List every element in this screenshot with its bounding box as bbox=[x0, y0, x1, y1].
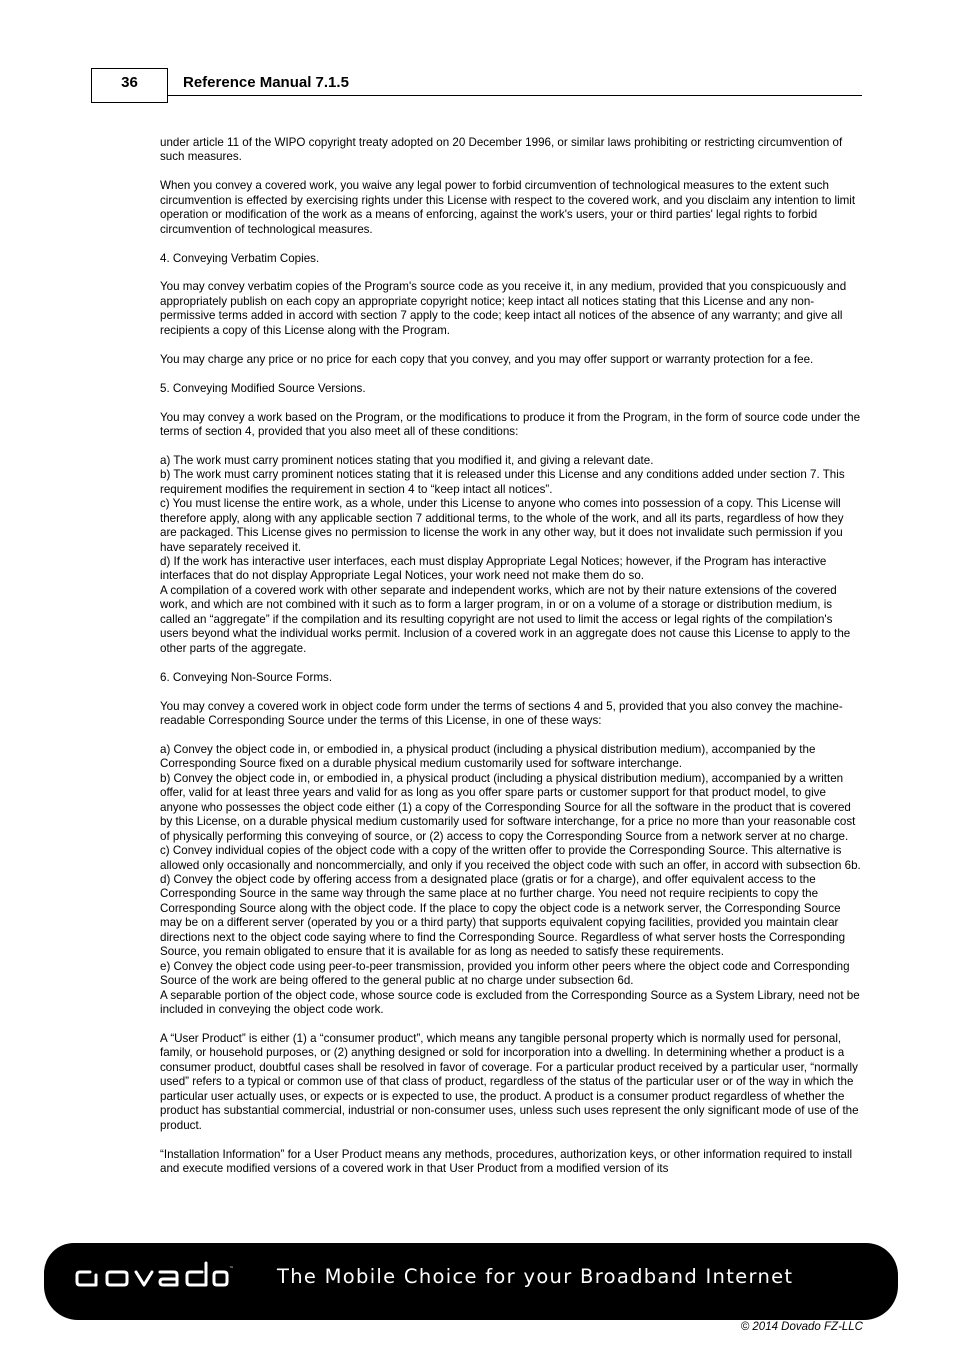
footer-slogan: The Mobile Choice for your Broadband Internet bbox=[277, 1265, 794, 1288]
page-number: 36 bbox=[121, 74, 138, 91]
paragraph: A compilation of a covered work with other separate and independent works, which are not by their nature extensions of the covered work, and which are not combined with it such as to form a larger program, in or on a volume of a storage or distribution medium, is called an “aggregate” if the compilation and its resulting copyright are not used to limit the access or legal rights of the compilation's users beyond what the individual works permit. Inclusion of a covered work in an aggregate does not cause this License to apply to the other parts of the aggregate. bbox=[160, 583, 851, 655]
paragraph: You may convey a covered work in object code form under the terms of sections 4 and 5, provided that you also convey the machine-readable Corresponding Source under the terms of this License, in one of these ways: bbox=[160, 699, 843, 727]
paragraph: 5. Conveying Modified Source Versions. bbox=[160, 381, 366, 395]
paragraph: You may convey a work based on the Program, or the modifications to produce it from the Program, in the form of source code under the terms of section 4, provided that you also meet all of these conditions: bbox=[160, 410, 861, 438]
paragraph: d) If the work has interactive user interfaces, each must display Appropriate Legal Notices; however, if the Program has interactive interfaces that do not display Appropriate Legal Notices, your work need not make them do so. bbox=[160, 555, 827, 583]
paragraph: A “User Product” is either (1) a “consumer product”, which means any tangible personal property which is normally used for personal, family, or household purposes, or (2) anything designed or sold for incorporation into a dwelling. In determining whether a product is a consumer product, doubtful cases shall be resolved in favor of coverage. For a particular product received by a particular user, “normally used” refers to a typical or common use of that class of product, regardless of the status of the particular user or of the way in which the particular user actually uses, or expects or is expected to use, the product. A product is a consumer product regardless of whether the product has substantial commercial, industrial or non-consumer uses, unless such uses represent the only significant mode of use of the product. bbox=[160, 1031, 859, 1132]
document-title: Reference Manual 7.1.5 bbox=[183, 74, 349, 91]
paragraph: a) Convey the object code in, or embodied in, a physical product (including a physical distribution medium), accompanied by the Corresponding Source fixed on a durable physical medium customarily used for software interchange. bbox=[160, 742, 816, 771]
trademark-mark: ™ bbox=[229, 1266, 234, 1272]
paragraph: d) Convey the object code by offering access from a designated place (gratis or for a charge), and offer equivalent access to the Corresponding Source in the same way through the same place at no further charge. You need not require recipients to copy the Corresponding Source along with the object code. If the place to copy the object code is a network server, the Corresponding Source may be on a different server (operated by you or a third party) that supports equivalent copying facilities, provided you maintain clear directions next to the object code saying where to find the Corresponding Source. Regardless of what server hosts the Corresponding Source, you remain obligated to ensure that it is available for as long as needed to satisfy these requirements. bbox=[160, 872, 846, 959]
paragraph: under article 11 of the WIPO copyright treaty adopted on 20 December 1996, or similar laws prohibiting or restricting circumvention of such measures. bbox=[160, 136, 843, 164]
paragraph: “Installation Information” for a User Product means any methods, procedures, authorization keys, or other information required to install and execute modified versions of a covered work in that User Product from a modified version of its bbox=[160, 1147, 853, 1175]
header-rule bbox=[168, 95, 862, 96]
document-body bbox=[160, 136, 862, 1191]
paragraph: 6. Conveying Non-Source Forms. bbox=[160, 670, 333, 684]
paragraph: a) The work must carry prominent notices stating that you modified it, and giving a relevant date. bbox=[160, 453, 654, 467]
paragraph: b) The work must carry prominent notices stating that it is released under this License and any conditions added under section 7. This requirement modifies the requirement in section 4 to “keep intact all notices”. bbox=[160, 468, 845, 496]
paragraph: c) Convey individual copies of the object code with a copy of the written offer to provide the Corresponding Source. This alternative is allowed only occasionally and noncommercially, and only if you received the object code with such an offer, in accord with subsection 6b. bbox=[160, 844, 861, 872]
paragraph: 4. Conveying Verbatim Copies. bbox=[160, 251, 320, 265]
paragraph: e) Convey the object code using peer-to-peer transmission, provided you inform other peers where the object code and Corresponding Source of the work are being offered to the general public at no charge under subsection 6d. bbox=[160, 959, 850, 988]
paragraph: You may convey verbatim copies of the Program's source code as you receive it, in any medium, provided that you conspicuously and appropriately publish on each copy an appropriate copyright notice; keep intact all notices stating that this License and any non-permissive terms added in accord with section 7 apply to the code; keep intact all notices of the absence of any warranty; and give all recipients a copy of this License along with the Program. bbox=[160, 280, 847, 337]
dovado-logo-icon bbox=[77, 1263, 227, 1285]
paragraph: You may charge any price or no price for each copy that you convey, and you may offer support or warranty protection for a fee. bbox=[160, 352, 814, 366]
paragraph: c) You must license the entire work, as a whole, under this License to anyone who comes into possession of a copy. This License will therefore apply, along with any applicable section 7 additional terms, to the whole of the work, and all its parts, regardless of how they are packaged. This License gives no permission to license the work in any other way, but it does not invalidate such permission if you have separately received it. bbox=[160, 497, 844, 554]
paragraph: A separable portion of the object code, whose source code is excluded from the Corresponding Source as a System Library, need not be included in conveying the object code work. bbox=[160, 988, 860, 1017]
copyright-notice: © 2014 Dovado FZ-LLC bbox=[740, 1321, 863, 1333]
paragraph: b) Convey the object code in, or embodied in, a physical product (including a physical distribution medium), accompanied by a written offer, valid for at least three years and valid for as long as you offer spare parts or customer support for that product model, to give anyone who possesses the object code either (1) a copy of the Corresponding Source for all the software in the product that is covered by this License, on a durable physical medium customarily used for software interchange, for a price no more than your reasonable cost of physically performing this conveying of source, or (2) access to copy the Corresponding Source from a network server at no charge. bbox=[160, 771, 856, 843]
paragraph: When you convey a covered work, you waive any legal power to forbid circumvention of technological measures to the extent such circumvention is effected by exercising rights under this License with respect to the covered work, and you disclaim any intention to limit operation or modification of the work as a means of enforcing, against the work's users, your or third parties' legal rights to forbid circumvention of technological measures. bbox=[160, 179, 856, 236]
